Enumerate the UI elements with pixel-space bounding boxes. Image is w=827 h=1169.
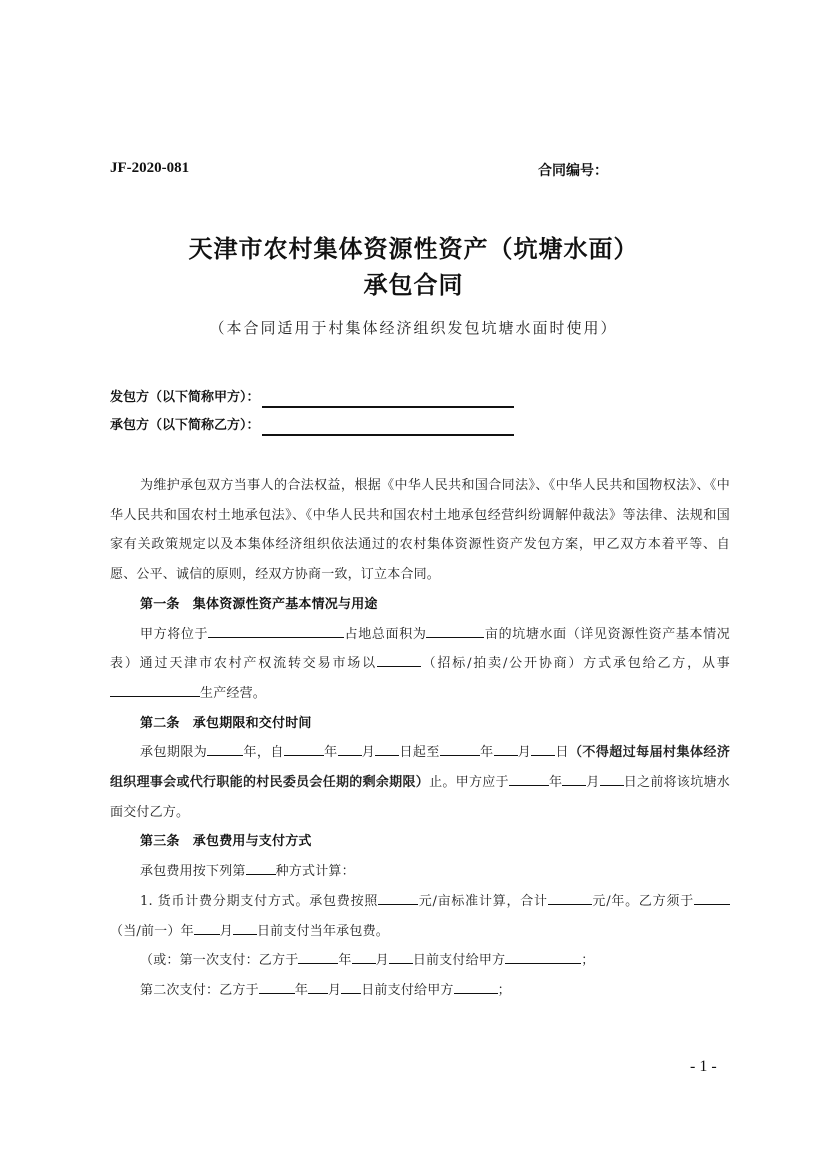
- article2-text: 日起至: [399, 745, 440, 761]
- party-a-blank: [262, 393, 514, 408]
- second-month-blank: [308, 979, 328, 994]
- party-b-label: 承包方（以下简称乙方）：: [110, 418, 260, 433]
- article3-heading: 第三条 承包费用与支付方式: [140, 834, 312, 850]
- article3-text: ；: [581, 953, 595, 969]
- first-amount-blank: [505, 949, 581, 964]
- document-code: JF-2020-081: [110, 160, 190, 176]
- contract-body: [110, 471, 730, 1006]
- payment-month-blank: [194, 920, 220, 935]
- start-day-blank: [375, 741, 399, 756]
- article2-text: 月: [517, 745, 532, 761]
- payment-year-type-blank: [694, 890, 730, 905]
- article2-text: 日: [555, 745, 569, 761]
- party-b-line: [110, 416, 514, 436]
- article2-heading: 第二条 承包期限和交付时间: [140, 715, 312, 731]
- preamble-paragraph: 为维护承包双方当事人的合法权益，根据《中华人民共和国合同法》、《中华人民共和国物权法》、《中华人民共和国农村土地承包法》、《中华人民共和国农村土地承包经营纠纷调解仲裁法》等法律、法规和国家有关政策规定以及本集体经济组织依法通过的农村集体资源性资产发包方案，甲乙双方本着平等、自愿、公平、诚信的原则，经双方协商一致，订立本合同。: [110, 478, 730, 583]
- contract-title-line2: 承包合同: [363, 270, 464, 299]
- page-number: - 1 -: [690, 1058, 717, 1075]
- article3-text: 年: [294, 982, 309, 998]
- article3-text: 日前支付给甲方: [361, 982, 454, 998]
- location-blank: [208, 623, 344, 638]
- first-day-blank: [389, 949, 413, 964]
- term-years-blank: [207, 741, 243, 756]
- first-year-blank: [298, 949, 338, 964]
- method-number-blank: [246, 860, 276, 875]
- article3-text: 日前支付给甲方: [412, 953, 506, 969]
- second-amount-blank: [454, 979, 498, 994]
- article2-text: 月: [586, 775, 600, 791]
- start-year-blank: [284, 741, 324, 756]
- article3-text: 种方式计算：: [275, 864, 355, 880]
- contract-title-line1: 天津市农村集体资源性资产（坑塘水面）: [188, 234, 639, 263]
- delivery-day-blank: [600, 771, 624, 786]
- end-day-blank: [531, 741, 555, 756]
- article1-text: （招标/拍卖/公开协商）方式承包给乙方，从事: [420, 656, 730, 672]
- party-b-blank: [262, 421, 514, 436]
- payment-item1: [110, 887, 730, 946]
- article2-text: 月: [361, 745, 376, 761]
- payment-alternative-second: [110, 976, 730, 1006]
- end-year-blank: [440, 741, 480, 756]
- article3-text: 日前支付当年承包费。: [256, 923, 389, 939]
- article2-text: 年: [323, 745, 338, 761]
- article2-text: 止。甲方应于: [429, 775, 509, 791]
- delivery-month-blank: [562, 771, 586, 786]
- article3-text: （当/前一）年: [110, 923, 194, 939]
- article1-text: 甲方将位于: [140, 626, 209, 642]
- article1-text: 生产经营。: [200, 685, 267, 701]
- article3-text: ；: [497, 982, 511, 998]
- article3-text: 元/年。乙方须于: [591, 893, 695, 909]
- article3-text: 年: [338, 953, 352, 969]
- area-blank: [426, 623, 484, 638]
- contract-number-label: 合同编号：: [538, 163, 608, 179]
- article1-text: 占地总面积为: [344, 626, 427, 642]
- article3-intro: [110, 857, 730, 887]
- second-day-blank: [341, 979, 361, 994]
- delivery-year-blank: [509, 771, 549, 786]
- method-blank: [377, 652, 421, 667]
- article2-text: 日之前将该坑塘水面交付乙方。: [110, 775, 730, 820]
- article3-text: 第二次支付：乙方于: [140, 982, 259, 998]
- party-a-label: 发包方（以下简称甲方）：: [110, 390, 260, 405]
- party-a-line: [110, 388, 514, 408]
- article1-text: 亩的坑塘水面（详见资源性资产基本情况表）通过天津市农村产权流转交易市场以: [110, 626, 730, 672]
- annual-total-blank: [548, 890, 592, 905]
- fee-per-mu-blank: [378, 890, 418, 905]
- article3-text: 承包费用按下列第: [140, 864, 246, 880]
- end-month-blank: [494, 741, 518, 756]
- article3-text: 1. 货币计费分期支付方式。承包费按照: [140, 893, 379, 909]
- payment-alternative-first: [110, 946, 730, 976]
- usage-blank: [110, 682, 200, 697]
- payment-day-blank: [233, 920, 257, 935]
- article3-text: 月: [328, 982, 342, 998]
- article3-text: （或：第一次支付：乙方于: [140, 953, 299, 969]
- first-month-blank: [352, 949, 376, 964]
- article2-text: 年，自: [243, 745, 284, 761]
- article2-text: 年: [548, 775, 563, 791]
- article1-heading: 第一条 集体资源性资产基本情况与用途: [140, 596, 378, 612]
- contract-subtitle: （本合同适用于村集体经济组织发包坑塘水面时使用）: [209, 319, 618, 337]
- article3-text: 月: [219, 923, 233, 939]
- article1-paragraph: [110, 620, 730, 709]
- article2-text: 承包期限为: [140, 745, 208, 761]
- article2-paragraph: [110, 738, 730, 827]
- start-month-blank: [338, 741, 362, 756]
- article3-text: 月: [375, 953, 389, 969]
- second-year-blank: [259, 979, 295, 994]
- article3-text: 元/亩标准计算，合计: [418, 893, 548, 909]
- article2-text: 年: [479, 745, 494, 761]
- term-limit-note: （不得超过每届村集体经济组织理事会或代行职能的村民委员会任期的剩余期限）: [110, 745, 731, 791]
